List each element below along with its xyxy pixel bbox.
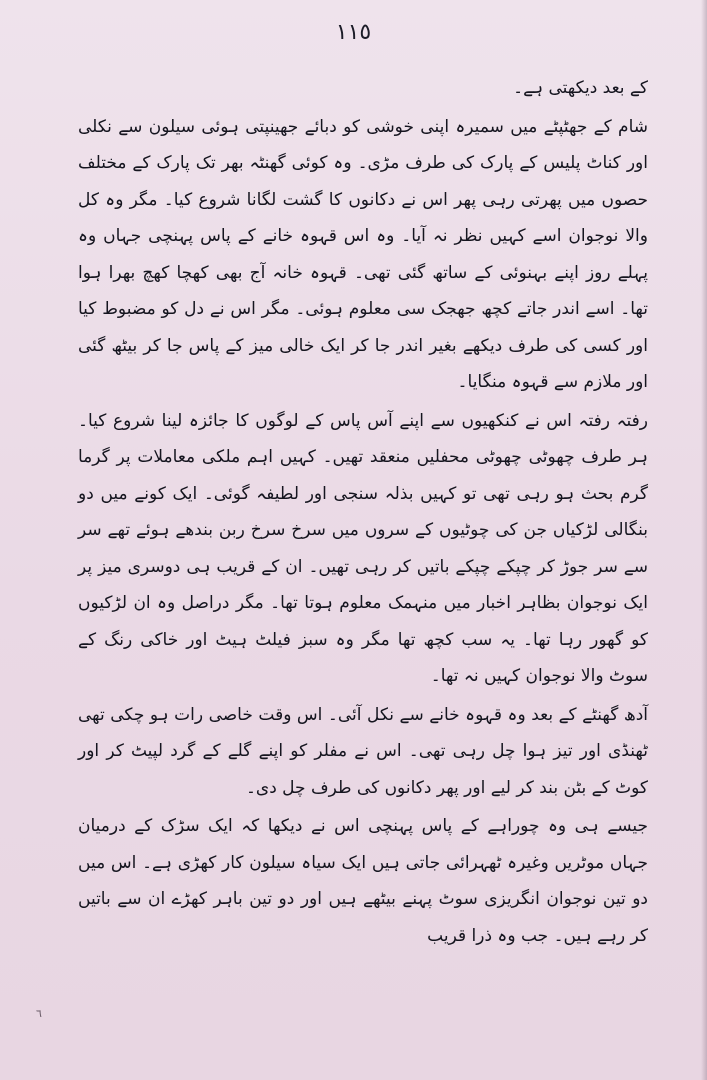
paragraph-3: رفتہ رفتہ اس نے کنکھیوں سے اپنے آس پاس کے لوگوں کا جائزہ لینا شروع کیا۔ ہر طرف چھوٹی چھوٹی محفلیں منعقد تھیں۔ کہیں اہم ملکی معاملات پر گرما گرم بحث ہو رہی تھی تو کہیں بذلہ سنجی اور لطیفہ گوئی۔ ایک کونے میں دو بنگالی لڑکیاں جن کی چوٹیوں کے سروں میں سرخ سرخ ربن بندھے ہوئے تھے سر سے سر جوڑ کر چپکے چپکے باتیں کر رہی تھیں۔ ان کے قریب ہی دوسری میز پر ایک نوجوان بظاہر اخبار میں منہمک معلوم ہوتا تھا۔ مگر دراصل وہ ان لڑکیوں کو گھور رہا تھا۔ یہ سب کچھ تھا مگر وہ سبز فیلٹ ہیٹ اور خاکی رنگ کے سوٹ والا نوجوان کہیں نہ تھا۔ [78, 410, 648, 686]
paragraph-1: کے بعد دیکھتی ہے۔ [513, 78, 648, 98]
paragraph-5: جیسے ہی وہ چوراہے کے پاس پہنچی اس نے دیکھا کہ ایک سڑک کے درمیان جہاں موٹریں وغیرہ ٹھہرائی جاتی ہیں ایک سیاہ سیلون کار کھڑی ہے۔ اس میں دو تین نوجوان انگریزی سوٹ پہنے بیٹھے ہیں اور دو تین باہر کھڑے ان سے باتیں کر رہے ہیں۔ جب وہ ذرا قریب [78, 816, 648, 946]
page-text [78, 70, 648, 954]
paragraph-4: آدھ گھنٹے کے بعد وہ قہوہ خانے سے نکل آئی۔ اس وقت خاصی رات ہو چکی تھی ٹھنڈی اور تیز ہوا چل رہی تھی۔ اس نے مفلر کو اپنے گلے کے گرد لپیٹ کر اور کوٹ کے بٹن بند کر لیے اور پھر دکانوں کی طرف چل دی۔ [78, 704, 648, 798]
page-number: ١١٥ [335, 20, 372, 45]
margin-mark: ٦ [36, 1007, 42, 1020]
paragraph-2: شام کے جھٹپٹے میں سمیرہ اپنی خوشی کو دبائے جھینپتی ہوئی سیلون سے نکلی اور کناٹ پلیس کے پارک کی طرف مڑی۔ وہ کوئی گھنٹہ بھر تک پارک کے مختلف حصوں میں پھرتی رہی پھر اس نے دکانوں کا گشت لگانا شروع کیا۔ مگر وہ کل والا نوجوان اسے کہیں نظر نہ آیا۔ وہ اس قہوہ خانے کے پاس پہنچی جہاں وہ پہلے روز اپنے بہنوئی کے ساتھ گئی تھی۔ قہوہ خانہ آج بھی کھچا کھچ بھرا ہوا تھا۔ اسے اندر جاتے کچھ جھجک سی معلوم ہوئی۔ مگر اس نے دل کو مضبوط کیا اور کسی کی طرف دیکھے بغیر اندر جا کر ایک خالی میز کے پاس جا کر بیٹھ گئی اور ملازم سے قہوہ منگایا۔ [78, 116, 648, 392]
